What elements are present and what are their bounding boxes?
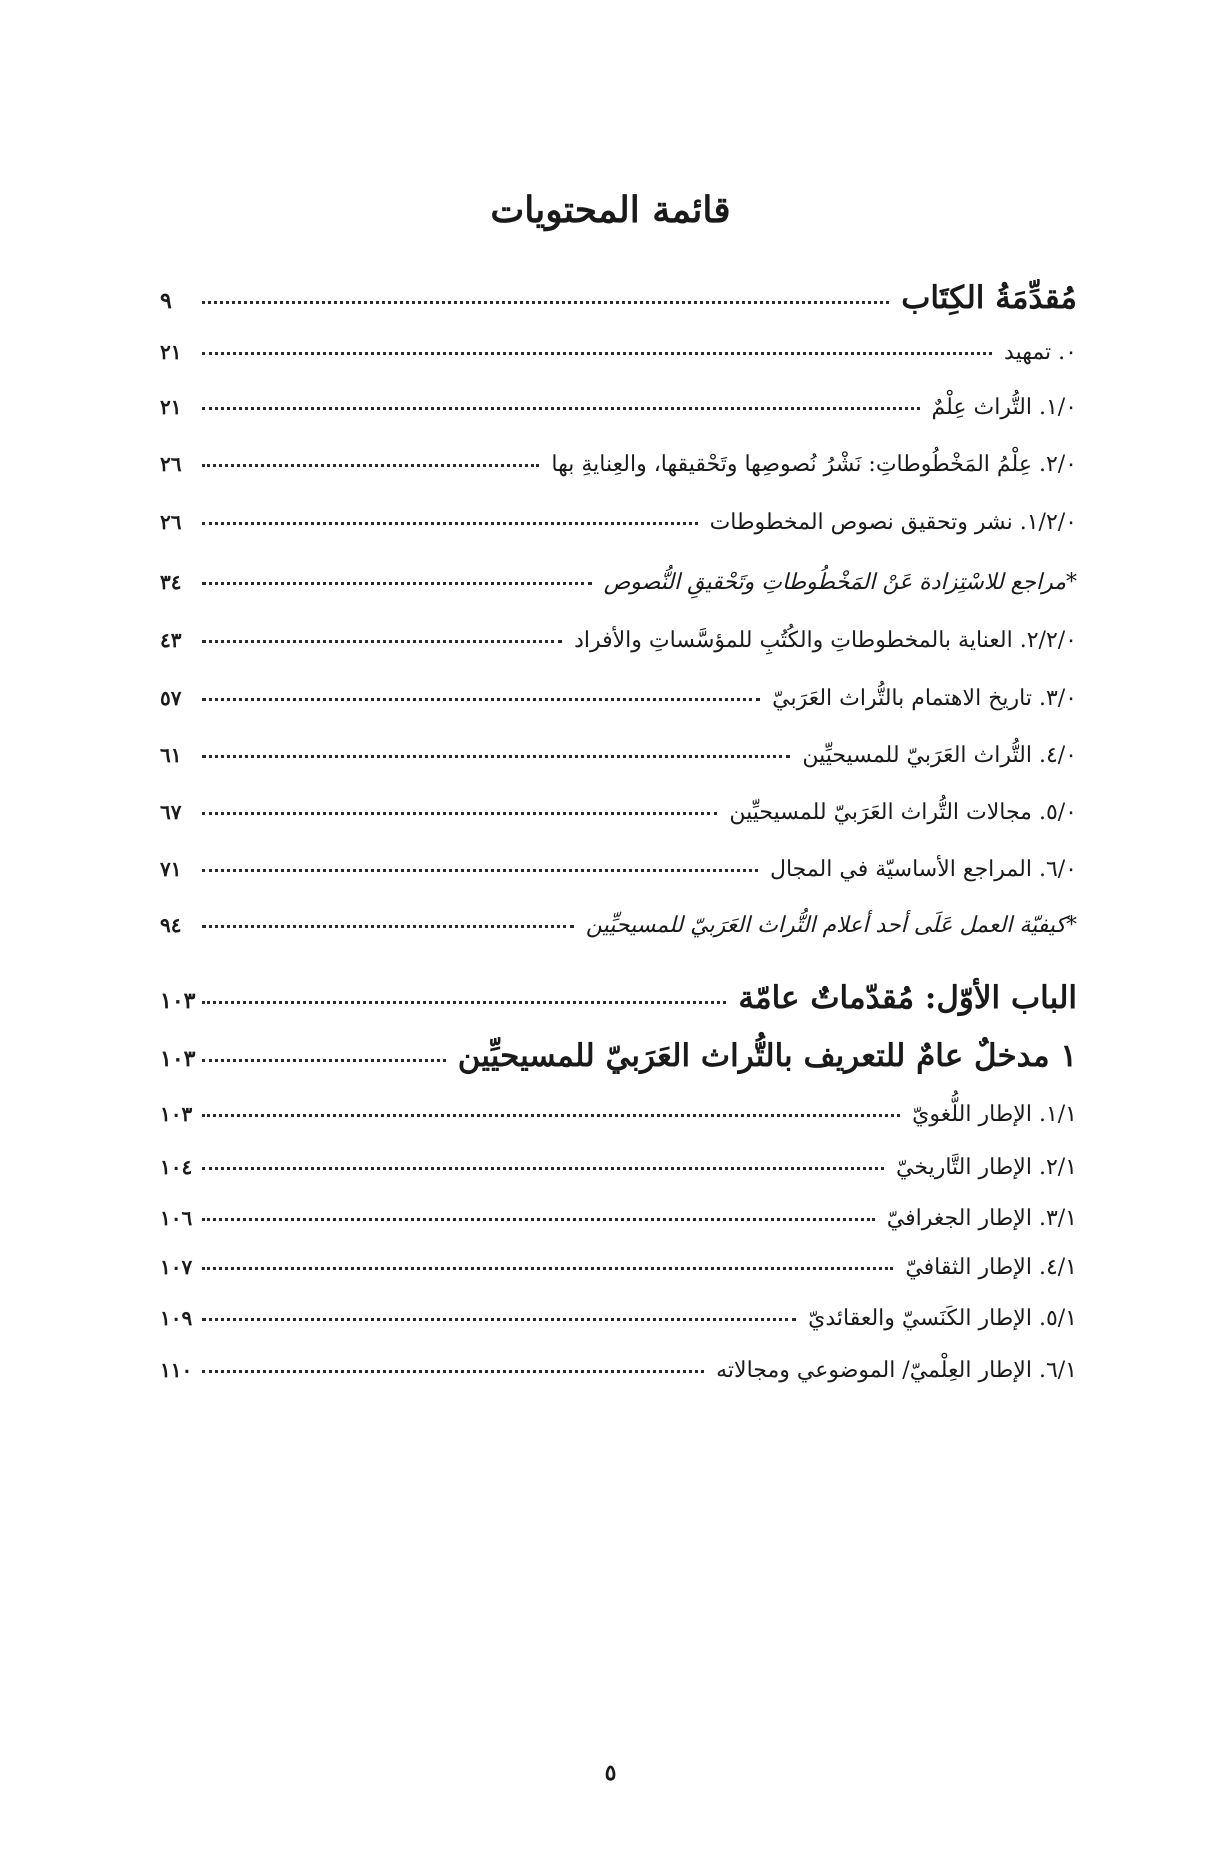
dot-leader: [202, 1001, 726, 1004]
dot-leader: [202, 925, 574, 928]
dot-leader: [202, 640, 562, 643]
dot-leader: [202, 1218, 875, 1221]
toc-entry: [160, 857, 1077, 882]
toc-entry-page: ٤٣: [160, 628, 182, 652]
toc-entry-page: ٢٦: [160, 452, 182, 476]
toc-entry-page: ٦٧: [160, 800, 182, 824]
toc-entry-page: ٢٦: [160, 510, 182, 534]
dot-leader: [202, 522, 698, 525]
toc-entry: [160, 510, 1077, 535]
toc-entry-page: ١٠٤: [160, 1155, 193, 1179]
toc-entry-label: ٤/٠. التُّراث العَرَبيّ للمسيحيِّين: [802, 743, 1077, 768]
dot-leader: [202, 301, 889, 304]
toc-entry: [160, 913, 1077, 938]
toc-entry: [160, 340, 1077, 365]
dot-leader: [202, 582, 592, 585]
toc-entry-label: ٥/١. الإطار الكَنَسيّ والعقائديّ: [808, 1306, 1077, 1331]
toc-entry-page: ٧١: [160, 857, 182, 881]
toc-entry-page: ١٠٩: [160, 1306, 193, 1330]
toc-entry-page: ٢١: [160, 395, 182, 419]
dot-leader: [202, 1114, 900, 1117]
toc-entry-page: ١١٠: [160, 1358, 193, 1382]
toc-entry-label: *كيفيّة العمل عَلَى أحد أعلام التُّراث العَرَبيّ للمسيحيِّين: [585, 913, 1077, 938]
toc-entry: [160, 980, 1077, 1016]
toc-entry-label: ٥/٠. مجالات التُّراث العَرَبيّ للمسيحيِّين: [729, 800, 1077, 825]
toc-entry: [160, 570, 1077, 595]
toc-entry-label: ٢/١. الإطار التَّاريخيّ: [896, 1155, 1077, 1180]
page-title: قائمة المحتويات: [490, 189, 731, 231]
toc-entry-label: ٢/٠. عِلْمُ المَخْطُوطاتِ: نَشْرُ نُصوصِها وتَحْقيقها، والعِنايةِ بها: [551, 452, 1077, 477]
toc-entry-label: مُقدِّمَةُ الكِتَاب: [901, 280, 1077, 316]
toc-entry-label: ٠. تمهيد: [1004, 340, 1077, 365]
toc-entry: [160, 1255, 1077, 1280]
toc-entry-label: ١/١. الإطار اللُّغويّ: [912, 1102, 1077, 1127]
toc-entry-page: ١٠٧: [160, 1255, 193, 1279]
toc-entry: [160, 1206, 1077, 1231]
toc-entry: [160, 800, 1077, 825]
toc-entry: [160, 1358, 1077, 1383]
toc-entry: [160, 1306, 1077, 1331]
dot-leader: [202, 1318, 796, 1321]
dot-leader: [202, 352, 992, 355]
toc-entry-page: ١٠٣: [160, 1046, 196, 1072]
toc-entry-label: ٣/١. الإطار الجغرافيّ: [886, 1206, 1077, 1231]
toc-entry: [160, 452, 1077, 477]
toc-entry-page: ٩٤: [160, 913, 182, 937]
toc-entry: [160, 280, 1077, 316]
dot-leader: [202, 1267, 893, 1270]
toc-entry-label: ٤/١. الإطار الثقافيّ: [905, 1255, 1077, 1280]
dot-leader: [202, 869, 758, 872]
dot-leader: [202, 1059, 446, 1062]
toc-entry-page: ١٠٣: [160, 988, 196, 1014]
dot-leader: [202, 698, 760, 701]
toc-entry: [160, 395, 1077, 420]
toc-entry-page: ٥٧: [160, 686, 182, 710]
toc-entry-page: ٣٤: [160, 570, 182, 594]
toc-entry-label: ١ مدخلٌ عامٌ للتعريف بالتُّراث العَرَبيّ للمسيحيِّين: [457, 1038, 1077, 1074]
toc-entry-label: ١/٠. التُّراث عِلْمٌ: [931, 395, 1077, 420]
toc-entry: [160, 628, 1077, 653]
toc-entry: [160, 1038, 1077, 1074]
toc-entry-label: الباب الأوّل: مُقدّماتٌ عامّة: [738, 980, 1077, 1016]
toc-entry-label: ٦/٠. المراجع الأساسيّة في المجال: [769, 857, 1077, 882]
toc-entry-label: *مراجع للاسْتِزادة عَنْ المَخْطُوطاتِ وتَحْقيقِ النُّصوص: [603, 570, 1077, 595]
toc-entry: [160, 1155, 1077, 1180]
toc-entry-page: ٢١: [160, 340, 182, 364]
dot-leader: [202, 812, 717, 815]
dot-leader: [202, 1370, 704, 1373]
dot-leader: [202, 1167, 884, 1170]
dot-leader: [202, 755, 790, 758]
toc-entry: [160, 1102, 1077, 1127]
page-number: ٥: [604, 1760, 617, 1786]
toc-entry-label: ١/٢/٠. نشر وتحقيق نصوص المخطوطات: [709, 510, 1077, 535]
toc-entry-page: ١٠٦: [160, 1206, 193, 1230]
toc-entry-label: ٣/٠. تاريخ الاهتمام بالتُّراث العَرَبيّ: [772, 686, 1077, 711]
toc-entry-label: ٢/٢/٠. العناية بالمخطوطاتِ والكُتُبِ للمؤسَّساتِ والأفراد: [574, 628, 1077, 653]
toc-entry-page: ٩: [160, 288, 172, 314]
toc-entry: [160, 743, 1077, 768]
toc-entry-page: ٦١: [160, 743, 182, 767]
dot-leader: [202, 407, 920, 410]
toc-entry-label: ٦/١. الإطار العِلْميّ/ الموضوعي ومجالاته: [716, 1358, 1077, 1383]
toc-entry: [160, 686, 1077, 711]
toc-entry-page: ١٠٣: [160, 1102, 193, 1126]
dot-leader: [202, 464, 539, 467]
